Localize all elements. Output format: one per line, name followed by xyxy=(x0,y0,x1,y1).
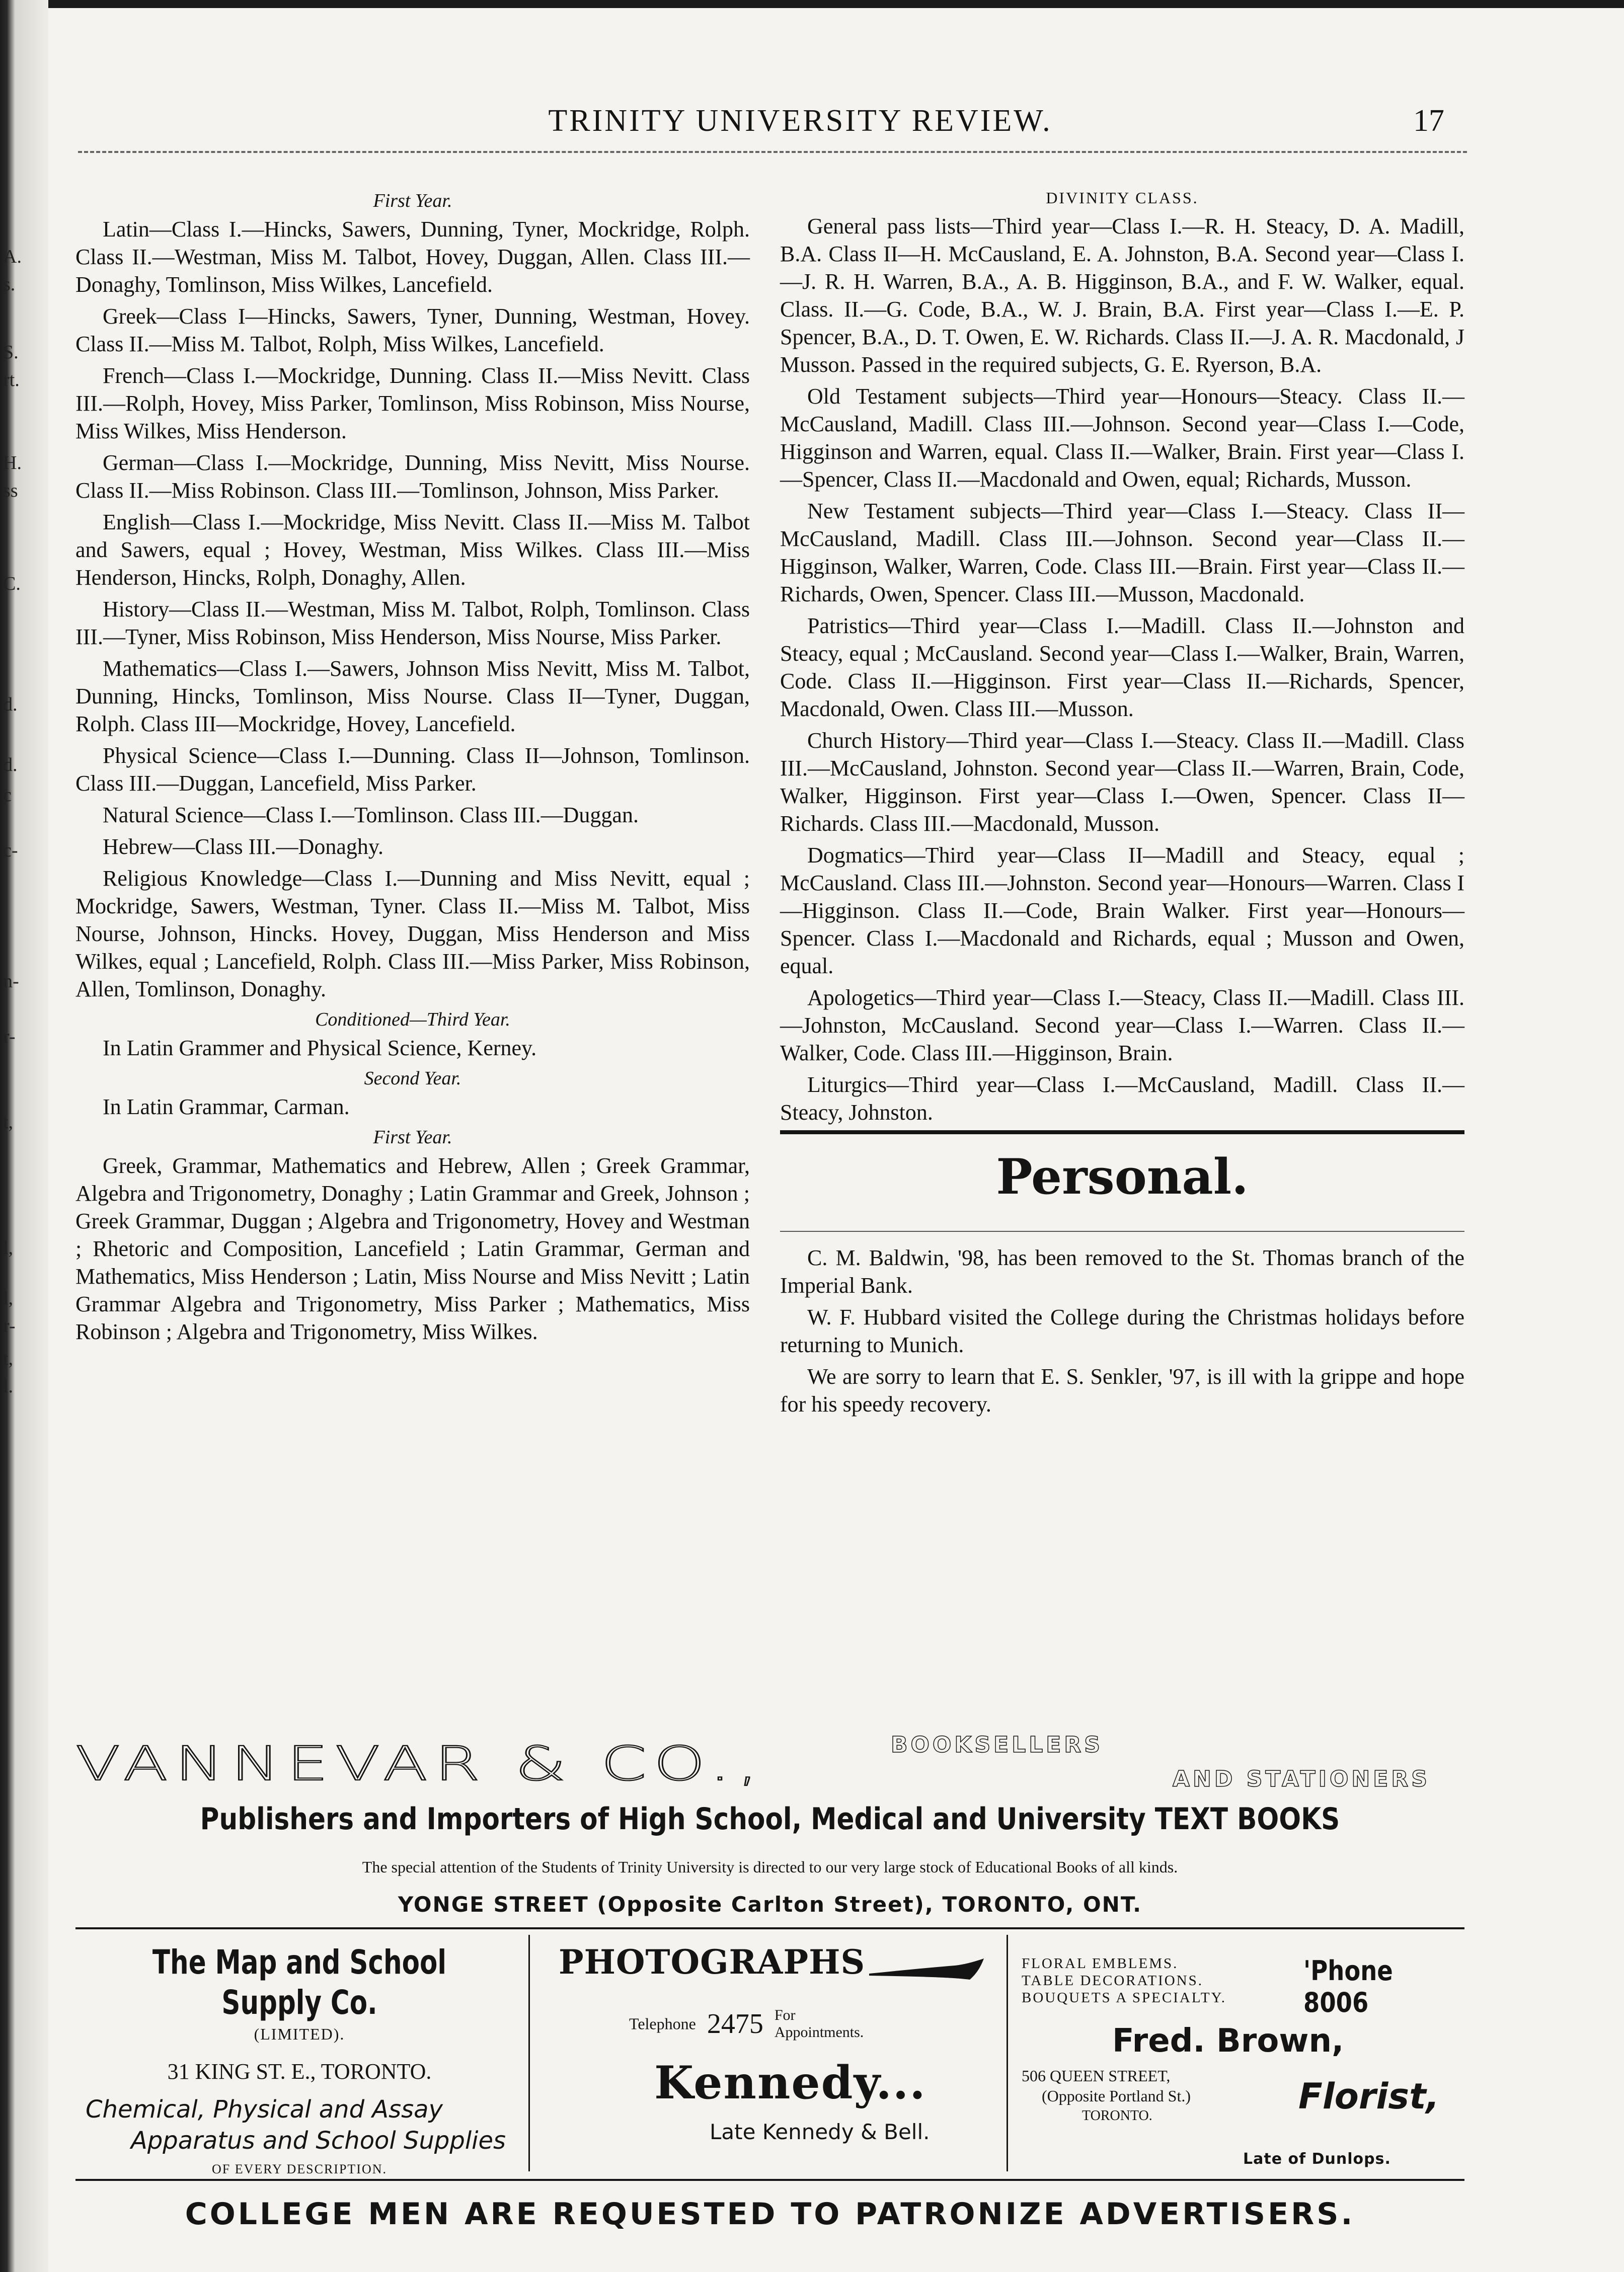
appointments-note xyxy=(775,2007,864,2041)
margin-fragment: C. xyxy=(3,573,21,594)
photographs-advertisement xyxy=(544,1942,996,2144)
margin-fragment: d. xyxy=(3,694,18,715)
margin-fragment: n- xyxy=(3,971,19,992)
footer-rule xyxy=(75,2179,1464,2181)
conditioned-second-year: In Latin Grammar, Carman. xyxy=(103,1094,350,1119)
subject-paragraph-physical-science: Physical Science—Class I.—Dunning. Class II—Johnson, Tomlinson. Class III.—Duggan, Lancefield, Miss Parker. xyxy=(75,743,750,796)
florist-phone: 'Phone 8006 xyxy=(1303,1955,1393,2018)
florist-city: TORONTO. xyxy=(1082,2108,1152,2124)
margin-fragment: c- xyxy=(3,840,18,861)
florist-line-3: BOUQUETS A SPECIALTY. xyxy=(1022,1990,1227,2006)
page-number: 17 xyxy=(1413,104,1444,138)
subject-paragraph-hebrew: Hebrew—Class III.—Donaghy. xyxy=(103,834,384,859)
for-label: For xyxy=(774,2007,796,2024)
florist-late-of: Late of Dunlops. xyxy=(1243,2150,1391,2168)
florist-line-1: FLORAL EMBLEMS. xyxy=(1022,1955,1179,1972)
personal-heading: Personal. xyxy=(996,1148,1249,1205)
map-school-supply-advertisement xyxy=(75,1942,523,2177)
florist-line-2: TABLE DECORATIONS. xyxy=(1022,1973,1204,1989)
map-address: 31 KING ST. E., TORONTO. xyxy=(167,2059,432,2084)
florist-name: Fred. Brown, xyxy=(1112,2022,1344,2060)
page-header-title: TRINITY UNIVERSITY REVIEW. xyxy=(548,104,1052,138)
kennedy-name: Kennedy... xyxy=(654,2056,926,2110)
swash-ornament-icon xyxy=(869,1956,985,1987)
margin-fragment: t, xyxy=(3,1112,14,1133)
divinity-class-heading: DIVINITY CLASS. xyxy=(1046,189,1199,207)
subject-paragraph-english: English—Class I.—Mockridge, Miss Nevitt. Class II.—Miss M. Talbot and Sawers, equal ; Hovey, Westman, Miss Wilkes. Class III.—Miss Henderson, Hincks, Rolph, Donaghy, Allen. xyxy=(75,510,750,590)
divinity-liturgics: Liturgics—Third year—Class I.—McCausland, Madill. Class II.—Steacy, Johnston. xyxy=(780,1072,1464,1125)
personal-item-senkler: We are sorry to learn that E. S. Senkler, '97, is ill with la grippe and hope for his speedy recovery. xyxy=(780,1364,1464,1417)
map-company-name: The Map and School Supply Co. xyxy=(152,1943,447,2022)
margin-fragment: r- xyxy=(3,1315,16,1337)
telephone-number: 2475 xyxy=(707,2008,763,2040)
scan-edge-left xyxy=(0,0,48,2272)
subject-paragraph-french: French—Class I.—Mockridge, Dunning. Class II.—Miss Nevitt. Class III.—Rolph, Hovey, Miss Parker, Tomlinson, Miss Robinson, Miss Nourse, Miss Wilkes, Miss Henderson. xyxy=(75,363,750,443)
divinity-general-pass: General pass lists—Third year—Class I.—R. H. Steacy, D. A. Madill, B.A. Class II—H. McCausland, E. A. Johnston, B.A. Second year—Class I.—J. R. H. Warren, B.A., A. B. Higginson, B.A., and F. W. Walker, equal. Class. II.—G. Code, B.A., W. J. Brain, B.A. First year—Class I.—E. P. Spencer, B.A., D. T. Owen, E. W. Richards. Class II.—J. A. R. Macdonald, J Musson. Passed in the required subjects, G. E. Ryerson, B.A. xyxy=(780,214,1464,377)
conditioned-third-year: In Latin Grammer and Physical Science, Kerney. xyxy=(103,1036,537,1060)
vannevar-booksellers: BOOKSELLERS xyxy=(891,1732,1103,1758)
appointments-label: Appointments. xyxy=(774,2024,864,2041)
subject-paragraph-latin: Latin—Class I.—Hincks, Sawers, Dunning, Tyner, Mockridge, Rolph. Class II.—Westman, Miss M. Talbot, Hovey, Duggan, Allen. Class III.—Donaghy, Tomlinson, Miss Wilkes, Lancefield. xyxy=(75,217,750,297)
ad-divider xyxy=(1007,1935,1008,2171)
margin-fragment: d. xyxy=(3,754,18,775)
subject-paragraph-greek: Greek—Class I—Hincks, Sawers, Tyner, Dunning, Westman, Hovey. Class II.—Miss M. Talbot, Rolph, Miss Wilkes, Lancefield. xyxy=(75,304,750,356)
vannevar-name: VANNEVAR & CO., xyxy=(75,1736,765,1791)
header-rule xyxy=(78,151,1467,153)
florist-advertisement xyxy=(1022,1955,1464,2168)
conditioned-heading: Conditioned—Third Year. xyxy=(315,1009,510,1030)
subject-paragraph-natural-science: Natural Science—Class I.—Tomlinson. Class III.—Duggan. xyxy=(103,803,639,827)
vannevar-publishers-line: Publishers and Importers of High School, Medical and University TEXT BOOKS xyxy=(200,1801,1340,1837)
map-supplies-line-2: Apparatus and School Supplies xyxy=(131,2127,506,2155)
first-year-heading: First Year. xyxy=(373,190,452,211)
subject-paragraph-german: German—Class I.—Mockridge, Dunning, Miss Nevitt, Miss Nourse. Class II.—Miss Robinson. Class III.—Tomlinson, Johnson, Miss Parker. xyxy=(75,450,750,503)
margin-fragment: H. xyxy=(3,452,22,474)
margin-fragment: l. xyxy=(3,1376,14,1397)
vannevar-address: YONGE STREET (Opposite Carlton Street), TORONTO, ONT. xyxy=(398,1892,1142,1917)
ad-row-rule xyxy=(75,1927,1464,1929)
margin-fragment: ss xyxy=(3,480,18,501)
photographs-telephone-row xyxy=(629,2007,996,2041)
map-supplies-line-1: Chemical, Physical and Assay xyxy=(86,2095,443,2124)
florist-address-2: (Opposite Portland St.) xyxy=(1042,2087,1191,2105)
telephone-label: Telephone xyxy=(629,2014,696,2033)
ad-divider xyxy=(528,1935,530,2171)
florist-address-1: 506 QUEEN STREET, xyxy=(1022,2067,1171,2085)
divinity-new-testament: New Testament subjects—Third year—Class I.—Steacy. Class II—McCausland, Madill. Class III.—Johnson. Second year—Class II.—Higginson, Walker, Warren, Code. Class III.—Brain. First year—Class II.—Richards, Owen, Spencer. Class III.—Musson, Macdonald. xyxy=(780,499,1464,606)
margin-fragment: t, xyxy=(3,1348,14,1369)
personal-item-baldwin: C. M. Baldwin, '98, has been removed to the St. Thomas branch of the Imperial Bank. xyxy=(780,1245,1464,1298)
margin-fragment: s. xyxy=(3,274,16,295)
margin-fragment: c xyxy=(3,785,12,806)
margin-fragment: rt. xyxy=(3,369,20,390)
margin-fragment: S. xyxy=(3,342,19,363)
map-every-description: OF EVERY DESCRIPTION. xyxy=(211,2162,387,2176)
map-limited: (LIMITED). xyxy=(254,2025,345,2043)
section-rule xyxy=(780,1130,1464,1134)
personal-item-hubbard: W. F. Hubbard visited the College during the Christmas holidays before returning to Munich. xyxy=(780,1305,1464,1357)
first-year-heading-conditioned: First Year. xyxy=(373,1127,452,1148)
subject-paragraph-religious-knowledge: Religious Knowledge—Class I.—Dunning and Miss Nevitt, equal ; Mockridge, Sawers, Westman, Tyner. Class II.—Miss M. Talbot, Miss Nourse, Johnson, Hincks. Hovey, Duggan, Miss Henderson and Miss Wilkes, equal ; Lancefield, Rolph. Class III.—Miss Parker, Miss Robinson, Allen, Tomlinson, Donaghy. xyxy=(75,866,750,1001)
margin-fragment: A. xyxy=(3,246,22,267)
footer-notice: COLLEGE MEN ARE REQUESTED TO PATRONIZE ADVERTISERS. xyxy=(185,2197,1355,2232)
divinity-dogmatics: Dogmatics—Third year—Class II—Madill and Steacy, equal ; McCausland. Class III.—Johnston. Second year—Honours—Warren. Class I—Higginson. Class II.—Code, Brain Walker. First year—Honours—Spencer. Class I.—Macdonald and Richards, equal ; Musson and Owen, equal. xyxy=(780,843,1464,978)
margin-fragment: l, xyxy=(3,1237,14,1259)
scan-edge-top xyxy=(0,0,1624,8)
subject-paragraph-history: History—Class II.—Westman, Miss M. Talbot, Rolph, Tomlinson. Class III.—Tyner, Miss Robinson, Miss Henderson, Miss Nourse, Miss Parker. xyxy=(75,597,750,649)
kennedy-late: Late Kennedy & Bell. xyxy=(710,2120,930,2145)
divinity-apologetics: Apologetics—Third year—Class I.—Steacy, Class II.—Madill. Class III.—Johnston, McCausland. Second year—Class I.—Warren. Class II.—Walker, Code. Class III.—Higginson, Brain. xyxy=(780,985,1464,1065)
subject-paragraph-mathematics: Mathematics—Class I.—Sawers, Johnson Miss Nevitt, Miss M. Talbot, Dunning, Hincks, Tomlinson, Miss Nourse. Class II—Tyner, Duggan, Rolph. Class III—Mockridge, Hovey, Lancefield. xyxy=(75,656,750,736)
margin-fragment: l, xyxy=(3,1288,14,1309)
personal-rule xyxy=(780,1231,1464,1232)
right-column xyxy=(780,186,1464,1422)
vannevar-stationers: AND STATIONERS xyxy=(1173,1766,1430,1792)
divinity-old-testament: Old Testament subjects—Third year—Honours—Steacy. Class II.—McCausland, Madill. Class III.—Johnson. Second year—Class I.—Code, Higginson and Warren, equal. Class II.—Walker, Brain. First year—Class I.—Spencer, Class II.—Macdonald and Owen, equal; Richards, Musson. xyxy=(780,384,1464,492)
divinity-patristics: Patristics—Third year—Class I.—Madill. Class II.—Johnston and Steacy, equal ; McCausland. Second year—Class I.—Walker, Brain, Warren, Code. Class II.—Higginson. First year—Class II.—Richards, Spencer, Macdonald, Owen. Class III.—Musson. xyxy=(780,613,1464,721)
left-column xyxy=(75,186,750,1350)
conditioned-first-year: Greek, Grammar, Mathematics and Hebrew, Allen ; Greek Grammar, Algebra and Trigonometry, Donaghy ; Latin Grammar and Greek, Johnson ; Greek Grammar, Duggan ; Algebra and Trigonometry, Hovey and Westman ; Rhetoric and Composition, Lancefield ; Latin Grammar, German and Mathematics, Miss Henderson ; Latin, Miss Nourse and Miss Nevitt ; Latin Grammar Algebra and Trigonometry, Miss Parker ; Mathematics, Miss Robinson ; Algebra and Trigonometry, Miss Wilkes. xyxy=(75,1153,750,1344)
second-year-heading: Second Year. xyxy=(364,1068,461,1089)
margin-fragment: r- xyxy=(3,1026,16,1047)
photographs-title: PHOTOGRAPHS xyxy=(559,1942,866,1982)
florist-title: Florist, xyxy=(1298,2076,1440,2117)
vannevar-attention-line: The special attention of the Students of Trinity University is directed to our very large stock of Educational Books of all kinds. xyxy=(362,1858,1178,1876)
divinity-church-history: Church History—Third year—Class I.—Steacy. Class II.—Madill. Class III.—McCausland, Johnston. Second year—Class II.—Warren, Brain, Code, Walker, Higginson. First year—Class I.—Owen, Spencer. Class II—Richards. Class III.—Macdonald, Musson. xyxy=(780,728,1464,836)
